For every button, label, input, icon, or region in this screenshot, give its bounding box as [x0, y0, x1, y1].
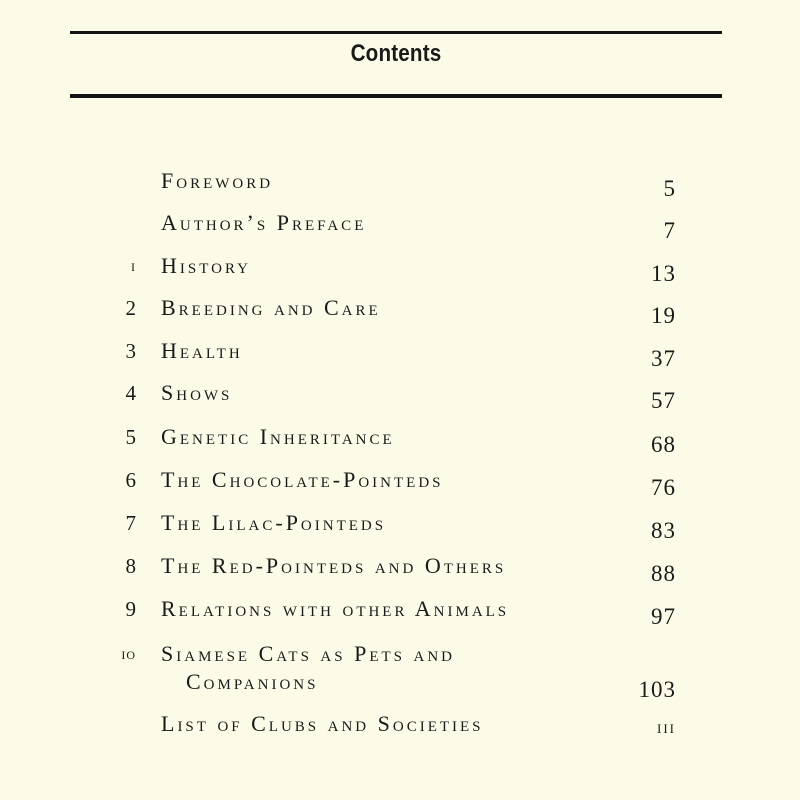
chapter-number: io	[121, 644, 136, 663]
page-number: 83	[651, 518, 676, 543]
page-number: 88	[651, 561, 676, 586]
page-number: 5	[663, 176, 676, 201]
page-number: 103	[638, 677, 676, 702]
toc-entry-breeding-and-care[interactable]	[0, 295, 800, 328]
toc-entry-lilac-pointeds[interactable]	[0, 510, 800, 543]
chapter-title: Shows	[161, 380, 233, 405]
chapter-title: Foreword	[161, 168, 274, 193]
chapter-number: 7	[125, 511, 136, 535]
toc-entry-health[interactable]	[0, 338, 800, 371]
chapter-number: i	[131, 256, 136, 275]
page-title: Contents	[350, 40, 442, 67]
page-number: 97	[651, 604, 676, 629]
chapter-number: 5	[125, 425, 136, 449]
chapter-title: Health	[161, 338, 243, 363]
page-number: iii	[657, 717, 676, 738]
page-number: 7	[663, 218, 676, 243]
chapter-number: 8	[125, 554, 136, 578]
page-number: 76	[651, 475, 676, 500]
toc-entry-chocolate-pointeds[interactable]	[0, 467, 800, 500]
toc-entry-relations-with-animals[interactable]	[0, 596, 800, 629]
chapter-number: 3	[125, 339, 136, 363]
chapter-title-continued: Companions	[186, 669, 319, 694]
chapter-title: The Chocolate-Pointeds	[161, 467, 444, 492]
page-number: 57	[651, 388, 676, 413]
chapter-title: Siamese Cats as Pets and	[161, 641, 455, 666]
chapter-number: 6	[125, 468, 136, 492]
chapter-title: The Red-Pointeds and Others	[161, 553, 507, 578]
toc-entry-history[interactable]	[0, 253, 800, 286]
page-number: 13	[651, 261, 676, 286]
chapter-number: 4	[125, 381, 136, 405]
toc-entry-red-pointeds[interactable]	[0, 553, 800, 586]
toc-entry-authors-preface[interactable]	[0, 210, 800, 243]
chapter-title: Relations with other Animals	[161, 596, 510, 621]
chapter-title: Author’s Preface	[161, 210, 367, 235]
chapter-title: List of Clubs and Societies	[161, 711, 484, 736]
page-number: 37	[651, 346, 676, 371]
chapter-number: 2	[125, 296, 136, 320]
chapter-title: Genetic Inheritance	[161, 424, 395, 449]
chapter-title: The Lilac-Pointeds	[161, 510, 387, 535]
chapter-title: History	[161, 253, 251, 278]
toc-entry-clubs-and-societies[interactable]	[0, 711, 800, 741]
page-number: 68	[651, 432, 676, 457]
chapter-title: Breeding and Care	[161, 295, 381, 320]
toc-entry-foreword[interactable]	[0, 168, 800, 201]
toc-entry-genetic-inheritance[interactable]	[0, 424, 800, 457]
toc-entry-siamese-cats-as-pets[interactable]	[0, 641, 800, 701]
page-number: 19	[651, 303, 676, 328]
toc-entry-shows[interactable]	[0, 380, 800, 413]
chapter-number: 9	[125, 597, 136, 621]
